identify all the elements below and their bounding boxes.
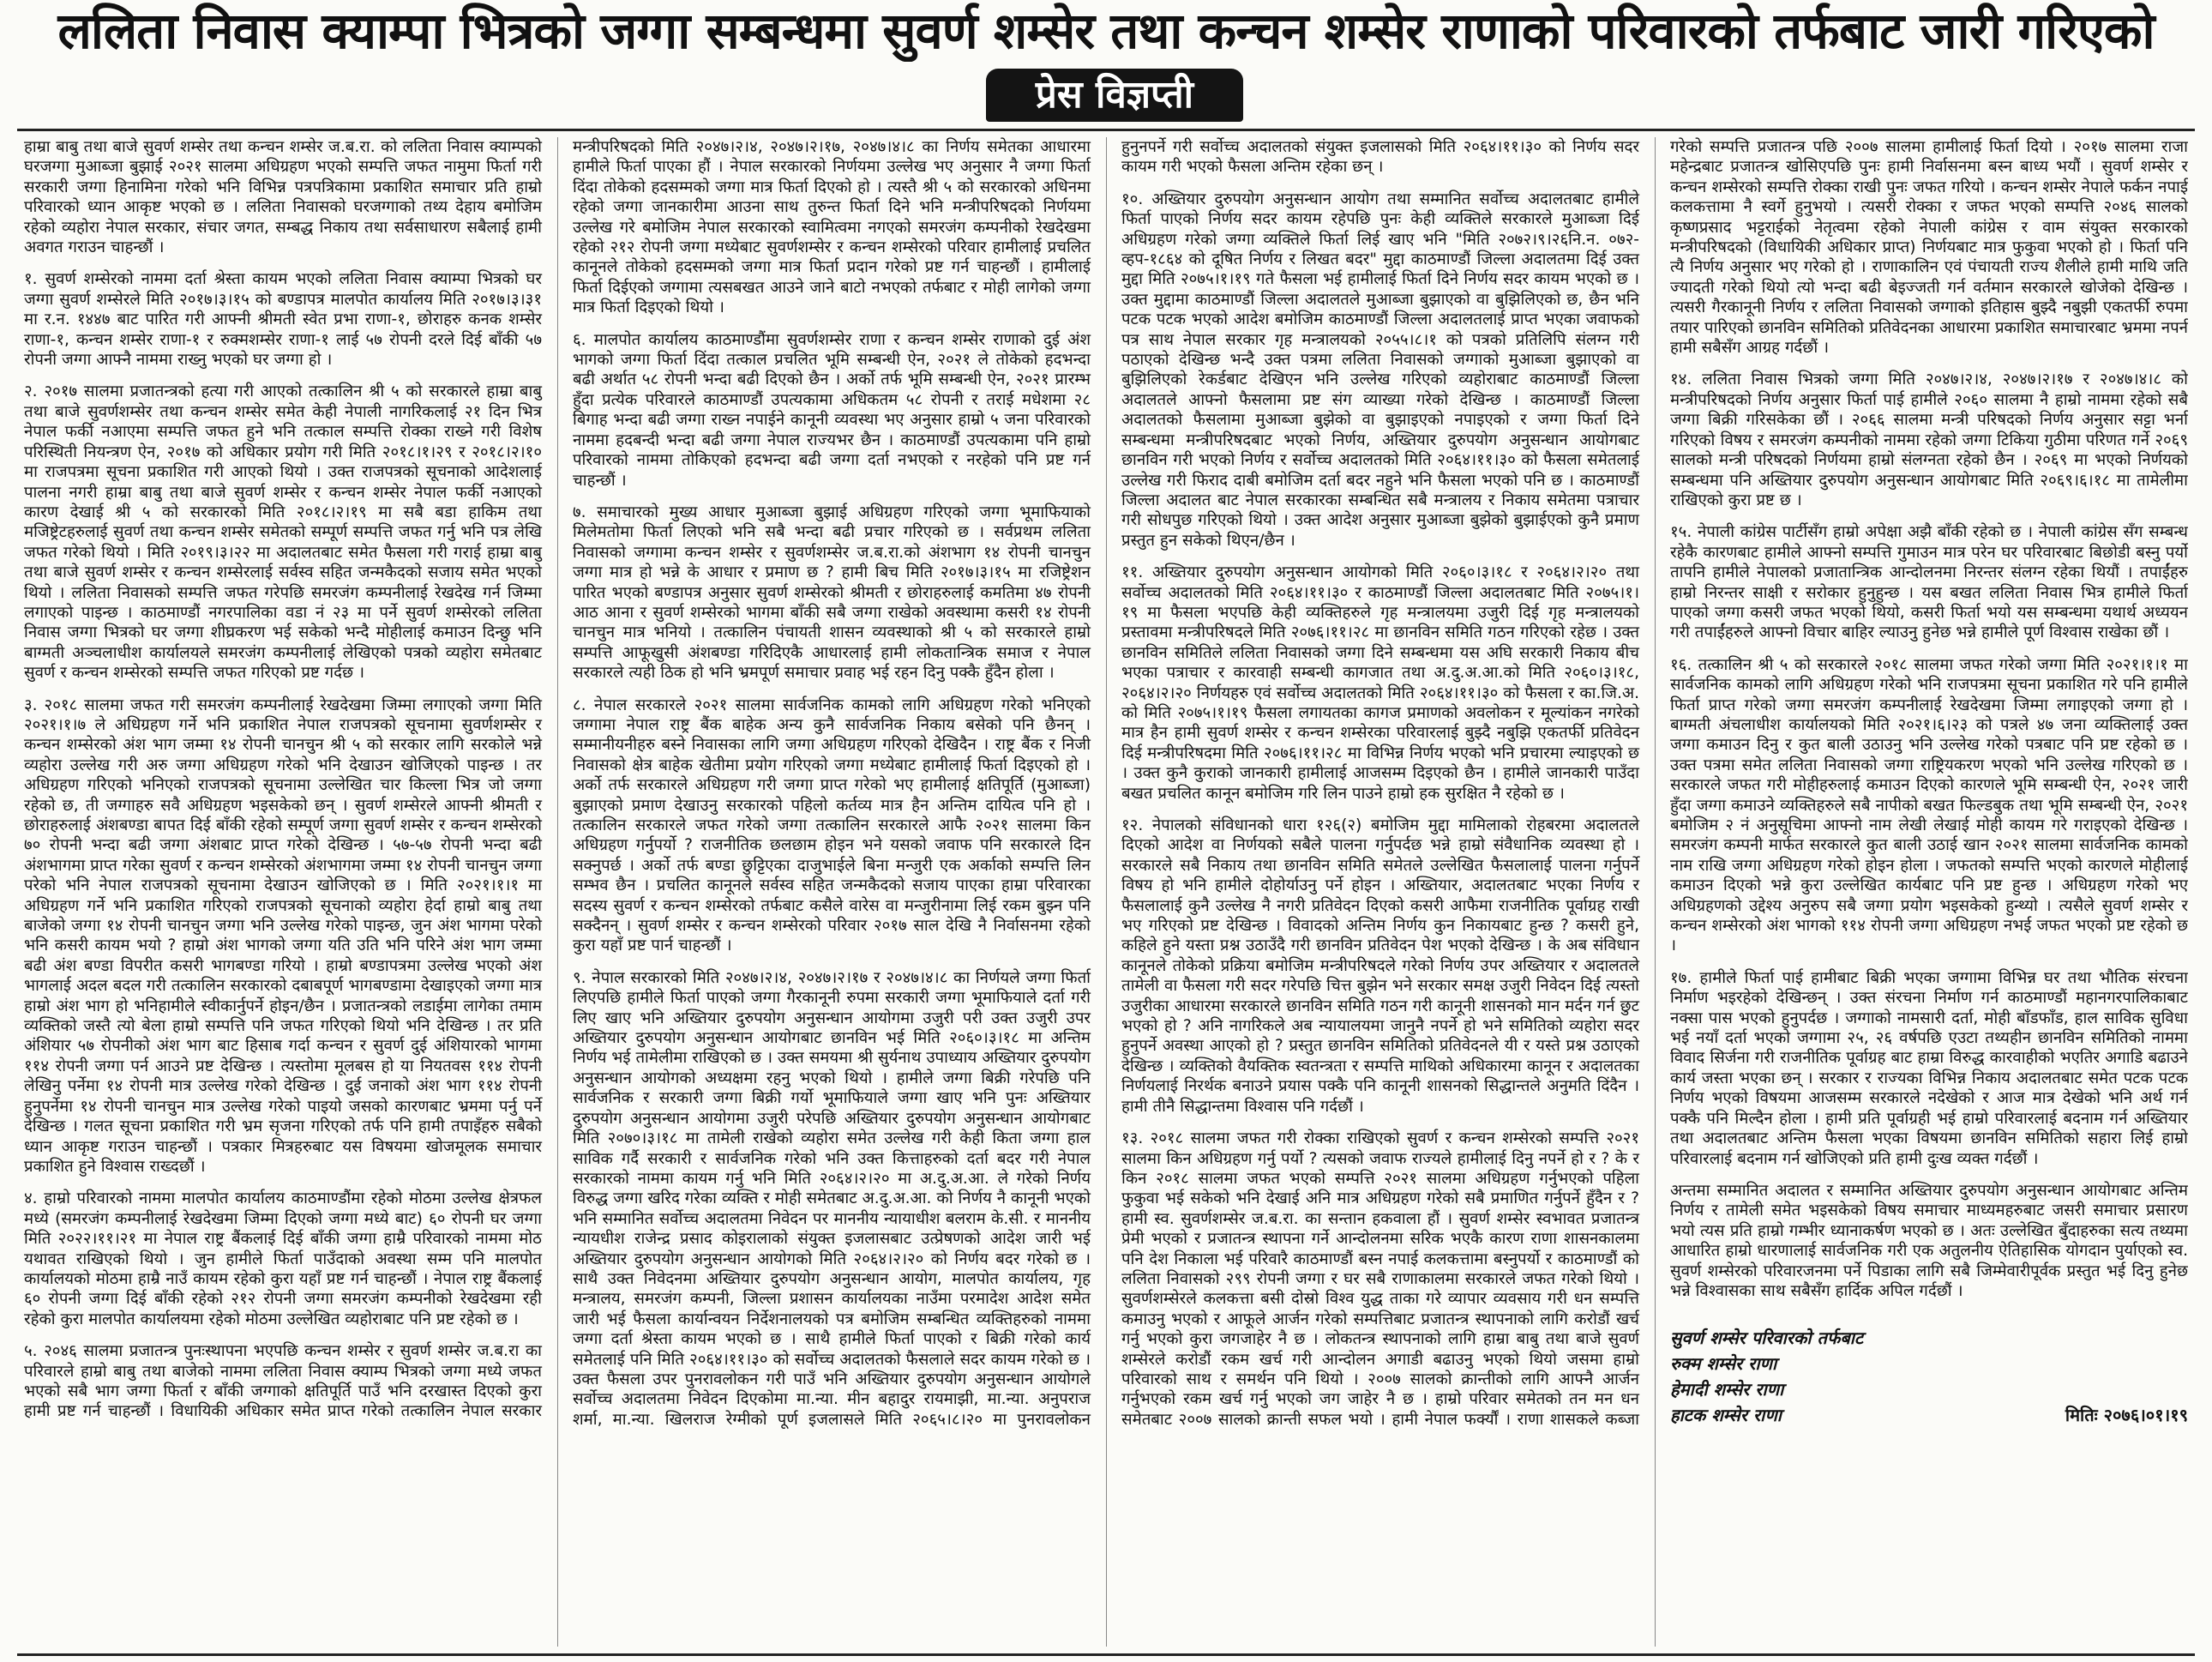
intro-paragraph: हाम्रा बाबु तथा बाजे सुवर्ण शम्सेर तथा कन्चन शम्सेर ज.ब.रा. को ललिता निवास क्याम्पको घरजग्गा मुआब्जा बुझाई २०२१ सालमा अधिग्रहण भएको सम्पत्ति जफत नामुमा फिर्ता गरी सरकारी जग्गा हिनामिना गरेको भनि विभिन्न पत्रपत्रिकामा प्रकाशित समाचार प्रति हाम्रो परिवारको ध्यान आकृष्ट भएको छ । ललिता निवासको घरजग्गाको तथ्य देहाय बमोजिम रहेको व्यहोरा नेपाल सरकार, संचार जगत, सम्बद्ध निकाय तथा सर्वसाधारण सबैलाई हामी अवगत गराउन चाहन्छौं । — [24, 138, 542, 257]
release-date: मितिः २०७६।०१।१९ — [2065, 1405, 2188, 1426]
headline: ललिता निवास क्याम्पा भित्रको जग्गा सम्बन्धमा सुवर्ण शम्सेर तथा कन्चन शम्सेर राणाको परिवारको तर्फबाट जारी गरिएको — [57, 2, 2155, 60]
section-10: १०. अख्तियार दुरुपयोग अनुसन्धान आयोग तथा सम्मानित सर्वोच्च अदालतबाट हामीले फिर्ता पाएको निर्णय सदर कायम रहेपछि पुनः केही व्यक्तिले सरकारले मुआब्जा दिई अधिग्रहण गरेको जग्गा व्यक्तिले फिर्ता लिई खाए भनि "मिति २०७२।९।२६नि.न. ०७२-व्हप-१८६४ को दूषित निर्णय र लिखत बदर" मुद्दा काठमाण्डौं जिल्ला अदालतमा दिई उक्त मुद्दा मिति २०७५।१।१९ गते फैसला भई हामीलाई फिर्ता दिने निर्णय सदर कायम भएको छ । उक्त मुद्दामा काठमाण्डौं जिल्ला अदालतले मुआब्जा बुझाएको वा बुझिलिएको छ, छैन भनि पटक पटक भएको आदेश बमोजिम काठमाण्डौं जिल्ला अदालतलाई प्राप्त भएका जवाफको पत्र साथ नेपाल सरकार गृह मन्त्रालयको २०५५।८।१ को पत्रको प्रतिलिपि संलग्न गरी पठाएको देखिन्छ भन्दै उक्त पत्रमा ललिता निवासको जग्गाको मुआब्जा बुझाएको वा बुझिलिएको रेकर्डबाट देखिएन भनि उल्लेख गरिएको व्यहोराबाट काठमाण्डौं जिल्ला अदालतले आफ्नो फैसलामा प्रष्ट संग व्याख्या गरेको देखिन्छ । काठमाण्डौं जिल्ला अदालतको फैसलामा मुआब्जा बुझेको वा बुझाइएको नपाइएको र जग्गा फिर्ता दिने सम्बन्धमा मन्त्रीपरिषदबाट भएको निर्णय, अख्तियार दुरुपयोग अनुसन्धान आयोगबाट छानविन गरी भएको निर्णय र सर्वोच्च अदालतको मिति २०६४।११।३० को फैसला समेतलाई उल्लेख गरी फिराद दाबी बमोजिम दर्ता बदर नहुने भनि फैसला भएको पनि छ । काठमाण्डौं जिल्ला अदालत बाट नेपाल सरकारका सम्बन्धित सबै मन्त्रालय र निकाय समेतमा पत्राचार गरी सोधपुछ गरिएको थियो । उक्त आदेश अनुसार मुआब्जा बुझेको बुझाईएको कुनै प्रमाण प्रस्तुत हुन सकेको थिएन/छैन । — [1121, 190, 1639, 550]
section-3: ३. २०१८ सालमा जफत गरी समरजंग कम्पनीलाई रेखदेखमा जिम्मा लगाएको जग्गा मिति २०२१।१।७ ले अधिग्रहण गर्ने भनि प्रकाशित नेपाल राजपत्रको सूचनामा सुवर्णशम्सेर र कन्चन शम्सेरको अंश भाग जम्मा १४ रोपनी चानचुन श्री ५ को सरकार लागि सरकोले भन्ने व्यहोरा उल्लेख गरी अरु जग्गा अधिग्रहण गरेको भनि देखाउन खोजिएको पाइन्छ । तर अधिग्रहण गरिएको भनिएको राजपत्रको सूचनामा उल्लेखित चार किल्ला भित्र जो जग्गा रहेको छ, ती जग्गाहरु सवै अधिग्रहण भइसकेको छन् । सुवर्ण शम्सेरले आफ्नी श्रीमती र छोराहरुलाई अंशबण्डा बापत दिई बाँकी रहेको सम्पूर्ण जग्गा सुवर्ण शम्सेर र कन्चन शम्सेरको ७० रोपनी भन्दा बढी जग्गा अंशबाट प्राप्त गरेको देखिन्छ । ५७-५७ रोपनी भन्दा बढी अंशभागमा प्राप्त गरेका सुवर्ण र कन्चन शम्सेरको अंशभागमा जम्मा १४ रोपनी चानचुन जग्गा परेको भनि नेपाल राजपत्रको सूचनामा देखाउन खोजिएको छ । मिति २०२१।१।१ मा अधिग्रहण गर्ने भनि प्रकाशित गरिएको राजपत्रको सूचनाको व्यहोरा हेर्दा हाम्रो बाबु तथा बाजेको जग्गा १४ रोपनी चानचुन जग्गा भनि उल्लेख गरेको पाइन्छ, जुन अंश भागमा परेको भनि कसरी कायम भयो ? हाम्रो अंश भागको जग्गा यति उति भनि परिने अंश भाग जम्मा बढी अंश बण्डा विपरीत कसरी भागबण्डा गरियो । हाम्रो बण्डापत्रमा उल्लेख भएको अंश भागलाई अदल बदल गरी तत्कालिन सरकारको दबाबपूर्ण भागबण्डामा देखाइएको जग्गा मात्र हाम्रो अंश भाग हो भनिहामीले स्वीकार्नुपर्ने होइन/छैन । प्रजातन्त्रको लडाईमा लागेका तमाम व्यक्तिको जस्तै त्यो बेला हाम्रो सम्पत्ति पनि जफत गरिएको थियो भनि देखिन्छ । तर प्रति अंशियार ५७ रोपनीको अंश भाग बाट हिसाब गर्दा कन्चन र सुवर्ण दुई अंशियारको भागमा ११४ रोपनी जग्गा पर्न आउने प्रष्ट देखिन्छ । त्यस्तोमा मूलबस हो या नियतवस ११४ रोपनी लेखिनु पर्नेमा १४ रोपनी मात्र उल्लेख गरेको देखिन्छ । दुई जनाको अंश भाग ११४ रोपनी हुनुपर्नेमा १४ रोपनी चानचुन मात्र उल्लेख गरेको पाइयो जसको कारणबाट भ्रममा पर्नु पर्ने देखिन्छ । गलत सूचना प्रकाशित गरी भ्रम सृजना गरिएको तर्फ पनि हामी तपाइँहरु सबैको ध्यान आकृष्ट गराउन चाहन्छौं । पत्रकार मित्रहरुबाट यस विषयमा खोजमूलक समाचार प्रकाशित हुने विश्वास राख्दछौं । — [24, 696, 542, 1176]
section-7: ७. समाचारको मुख्य आधार मुआब्जा बुझाई अधिग्रहण गरिएको जग्गा भूमाफियाको मिलेमतोमा फिर्ता लिएको भनि सबै भन्दा बढी प्रचार गरिएको छ । सर्वप्रथम ललिता निवासको जग्गामा कन्चन शम्सेर र सुवर्णशम्सेर ज.ब.रा.को अंशभाग १४ रोपनी चानचुन जग्गा मात्र हो भन्ने के आधार र प्रमाण छ ? हामी बिच मिति २०१७।३।१५ मा रजिष्ट्रेशन पारित भएको बण्डापत्र अनुसार सुवर्ण शम्सेरको श्रीमती र छोराहरुलाई कमतिमा ४७ रोपनी आठ आना र सुवर्ण शम्सेरको भागमा बाँकी सबै जग्गा राखेको अवस्थामा कसरी १४ रोपनी चानचुन मात्र भनियो । तत्कालिन पंचायती शासन व्यवस्थाको श्री ५ को सरकारले हाम्रो सम्पत्ति आफूखुसी अंशबण्डा गरिदिएकै आधारलाई हामी लोकतान्त्रिक समाज र नेपाल सरकारले त्यही ठिक हो भनि भ्रमपूर्ण समाचार प्रवाह भई रहन दिनु पक्कै हुँदैन होला । — [573, 503, 1091, 683]
section-15: १५. नेपाली कांग्रेस पार्टीसँग हाम्रो अपेक्षा अझै बाँकी रहेको छ । नेपाली कांग्रेस सँग सम्बन्ध रहेकै कारणबाट हामीले आफ्नो सम्पत्ति गुमाउन मात्र परेन घर परिवारबाट बिछोडी बस्नु पर्यो तापनि हामीले नेपालको प्रजातान्त्रिक आन्दोलनमा निरन्तर संलग्न रहेका थियौं । तपाईंहरु हाम्रो निरन्तर साक्षी र सरोकार हुनुहुन्छ । यस बखत ललिता निवास भित्र हामीले फिर्ता पाएको जग्गा कसरी जफत भएको थियो, कसरी फिर्ता भयो यस सम्बन्धमा यथार्थ अध्ययन गरी तपाईंहरुले आफ्नो विचार बाहिर ल्याउनु हुनेछ भन्ने हामीले पूर्ण विश्वास राखेका छौं । — [1670, 523, 2188, 642]
signature-name: हाटक शम्सेर राणा — [1670, 1405, 1782, 1426]
section-14: १४. ललिता निवास भित्रको जग्गा मिति २०४७।२।४, २०४७।२।१७ र २०४७।४।८ को मन्त्रीपरिषदको निर्णय अनुसार फिर्ता पाई हामीले २०६० सालमा नै हाम्रो नाममा रहेको सबै जग्गा बिक्री गरिसकेका छौं । २०६६ सालमा मन्त्री परिषदको निर्णय अनुसार सट्टा भर्ना गरिएको विषय र समरजंग कम्पनीको नाममा रहेको जग्गा टिकिया गुठीमा परिणत गर्ने २०६९ सालको मन्त्री परिषदको निर्णयमा हाम्रो संलग्नता रहेको छैन । २०६९ मा भएको निर्णयको सम्बन्धमा पनि अख्तियार दुरुपयोग अनुसन्धान आयोगबाट मिति २०६९।६।१८ मा तामेलीमा राखिएको कुरा प्रष्ट छ । — [1670, 370, 2188, 509]
bottom-divider — [17, 1653, 2195, 1656]
section-16: १६. तत्कालिन श्री ५ को सरकारले २०१८ सालमा जफत गरेको जग्गा मिति २०२१।१।१ मा सार्वजनिक कामको लागि अधिग्रहण गरेको भनि राजपत्रमा सूचना प्रकाशित गरे पनि हामीले फिर्ता प्राप्त गरेको जग्गा समरजंग कम्पनीलाई रेखदेखमा जिम्मा लगाइएको जग्गा हो । बाग्मती अंचलाधीश कार्यालयको मिति २०२१।६।२३ को पत्रले ४७ जना व्यक्तिलाई उक्त जग्गा कमाउन दिनु र कुत बाली उठाउनु भनि उल्लेख गरेको पत्रबाट पनि प्रष्ट रहेको छ । उक्त पत्रमा समेत ललिता निवासको जग्गा राष्ट्रियकरण भएको भनि उल्लेख गरिएको छ । सरकारले जफत गरी मोहीहरुलाई कमाउन दिएको कारणले भूमि सम्बन्धी ऐन, २०२१ जारी हुँदा जग्गा कमाउने व्यक्तिहरुले सबै नापीको बखत फिल्डबुक तथा भूमि सम्बन्धी ऐन, २०२१ बमोजिम २ नं अनुसूचिमा आफ्नो नाम लेखी लेखाई मोही कायम गरे गराइएको देखिन्छ । समरजंग कम्पनी मार्फत सरकारले कुत बाली उठाई खान २०२१ सालमा सार्वजनिक कामको नाम राखि जग्गा अधिग्रहण गरेको होइन होला । जफतको सम्पत्ति भएको कारणले मोहीलाई कमाउन दिएको भन्ने कुरा उल्लेखित कार्यबाट पनि प्रष्ट हुन्छ । अधिग्रहण गरेको भए अधिग्रहणको उद्देश्य अनुरुप सबै जग्गा प्रयोग भइसकेको हुन्थ्यो । त्यसैले सुवर्ण शम्सेर र कन्चन शम्सेरको अंश भागको ११४ रोपनी जग्गा अधिग्रहण नभई जफत भएको प्रष्ट रहेको छ । — [1670, 655, 2188, 955]
press-release-banner: प्रेस विज्ञप्ती — [986, 69, 1243, 122]
section-5: ५. २०४६ सालमा प्रजातन्त्र पुनःस्थापना भएपछि कन्चन शम्सेर र सुवर्ण शम्सेर ज.ब.रा का परिवारले हाम्रो बाबु तथा बाजेको नाममा ललिता निवास क्याम्प भित्रको जग्गा मध्ये जफत भएको सबै भाग जग्गा फिर्ता र बाँकी जग्गाको क्षतिपूर्ति पाउँ भनि दरखास्त दिएको कुरा हामी प्रष्ट गर्न चाहन्छौं । विधायिकी अधिकार समेत प्राप्त गरेको तत्कालिन नेपाल सरकार मन्त्रीपरिषदको मिति २०४७।२।४, २०४७।२।१७, २०४७।४।८ का निर्णय समेतका आधारमा हामीले फिर्ता पाएका हौं । नेपाल सरकारको निर्णयमा उल्लेख भए अनुसार नै जग्गा फिर्ता दिंदा तोकेको हदसम्मको जग्गा मात्र फिर्ता दिएको हो । त्यस्तै श्री ५ को सरकारको अधिनमा रहेको जग्गा जानकारीमा आउना साथ तुरुन्त फिर्ता दिने भनि मन्त्रीपरिषदको निर्णयमा उल्लेख गरे बमोजिम नेपाल सरकारको स्वामित्वमा नगएको समरजंग कम्पनीको रेखदेखमा रहेको २१२ रोपनी जग्गा मध्येबाट सुवर्णशम्सेर र कन्चन शम्सेरको परिवार हामीलाई प्रचलित कानूनले तोकेको हदसम्मको जग्गा मात्र फिर्ता प्रदान गरेको प्रष्ट गर्न चाहन्छौं । हामीलाई फिर्ता दिईएको जग्गामा त्यसबखत आउने जाने बाटो नभएको तर्फबाट र मोही लागेको जग्गा मात्र फिर्ता दिइएको थियो । — [24, 138, 1091, 1421]
signature-from: सुवर्ण शम्सेर परिवारको तर्फबाट — [1670, 1328, 1864, 1349]
signature-name: हेमादी शम्सेर राणा — [1670, 1379, 1784, 1400]
section-17: १७. हामीले फिर्ता पाई हामीबाट बिक्री भएका जग्गामा विभिन्न घर तथा भौतिक संरचना निर्माण भइरहेको देखिन्छन् । उक्त संरचना निर्माण गर्न काठमाण्डौं महानगरपालिकाबाट नक्सा पास भएको हुनुपर्दछ । जग्गाको नामसारी दर्ता, मोही बाँडफाँड, हाल साविक सुविधा भई नयाँ दर्ता भएको जग्गामा २५, २६ वर्षपछि एउटा तथ्यहीन छानविन समितिको नाममा विवाद सिर्जना गरी राजनीतिक पूर्वाग्रह बाट हाम्रा विरुद्ध कारवाहीको भएतिर अगाडि बढाउने कार्य जस्ता भएका छन् । सरकार र राज्यका विभिन्न निकाय अदालतबाट समेत पटक पटक निर्णय भएको विषयमा आजसम्म सरकारले नदेखेको र आज मात्र देखेको भनि अर्थ गर्न पक्कै पनि मिल्दैन होला । हामी प्रति पूर्वाग्रही भई हाम्रो परिवारलाई बदनाम गर्न अख्तियार तथा अदालतबाट अन्तिम फैसला भएका विषयमा छानविन समितिको सहारा लिई हाम्रो परिवारलाई बदनाम गर्न खोजिएको प्रति हामी दुःख व्यक्त गर्दछौं । — [1670, 968, 2188, 1168]
section-2: २. २०१७ सालमा प्रजातन्त्रको हत्या गरी आएको तत्कालिन श्री ५ को सरकारले हाम्रा बाबु तथा बाजे सुवर्णशम्सेर तथा कन्चन शम्सेर समेत केही नेपाली नागरिकलाई २१ दिन भित्र नेपाल फर्की नआएमा सम्पत्ति जफत हुने भनि तत्काल सम्पत्ति रोक्का राख्ने गरी विशेष परिस्थिती नियन्त्रण ऐन, २०१७ को अधिकार प्रयोग गरी मिति २०१८।१।२९ र २०१८।२।१० मा राजपत्रमा सूचना प्रकाशित गरी आएको थियो । उक्त राजपत्रको सूचनाको आदेशलाई पालना नगरी हाम्रा बाबु तथा बाजे सुवर्ण शम्सेर र कन्चन शम्सेर नेपाल फर्की नआएको कारण देखाई श्री ५ को सरकारको मिति २०१८।२।१९ मा सबै बडा हाकिम तथा मजिष्ट्रेटहरुलाई सुवर्ण तथा कन्चन शम्सेर समेतको सम्पूर्ण सम्पत्ति जफत गर्नु भनि पत्र लेखि जफत गरेको थियो । मिति २०१९।३।२२ मा अदालतबाट समेत फैसला गरी गराई हाम्रा बाबु तथा बाजे सुवर्ण शम्सेर र कन्चन शम्सेरलाई सर्वस्व सहित जन्मकैदको सजाय समेत भएको थियो । ललिता निवासको सम्पत्ति जफत गरेपछि समरजंग कम्पनीलाई रेखदेख गर्न जिम्मा लगाएको पाइन्छ । काठमाण्डौं नगरपालिका वडा नं २३ मा पर्ने सुवर्ण शम्सेरको ललिता निवास जग्गा भित्रको घर जग्गा शीघ्रकरण भई सकेको भन्दै मोहीलाई कमाउन दिन्छु भनि बाग्मती अञ्चलाधीश कार्यालयले समरजंग कम्पनीलाई लेखिएको पत्रको व्यहोरा समेतबाट सुवर्ण र कन्चन शम्सेरको सम्पत्ति जफत गरिएको प्रष्ट गर्दछ । — [24, 382, 542, 683]
section-1: १. सुवर्ण शम्सेरको नाममा दर्ता श्रेस्ता कायम भएको ललिता निवास क्याम्पा भित्रको घर जग्गा सुवर्ण शम्सेरले मिति २०१७।३।१५ को बण्डापत्र मालपोत कार्यालय मिति २०१७।३।३१ मा र.न. १४४७ बाट पारित गरी आफ्नी श्रीमती स्वेत प्रभा राणा-१, छोराहरु कनक शम्सेर राणा-१, कन्चन शम्सेर राणा-१ र रुक्मशम्सेर राणा-१ लाई ५७ रोपनी दरले दिई बाँकी ५७ रोपनी जग्गा आफ्नै नाममा राख्नु भएको घर जग्गा हो । — [24, 270, 542, 370]
top-divider — [17, 129, 2195, 131]
section-6: ६. मालपोत कार्यालय काठमाण्डौंमा सुवर्णशम्सेर राणा र कन्चन शम्सेर राणाको दुई अंश भागको जग्गा फिर्ता दिंदा तत्काल प्रचलित भूमि सम्बन्धी ऐन, २०२१ ले तोकेको हदभन्दा बढी अर्थात ५८ रोपनी भन्दा बढी दिएको छैन । अर्को तर्फ भूमि सम्बन्धी ऐन, २०२१ प्रारम्भ हुँदा प्रत्येक परिवारले काठमाण्डौं उपत्यकामा अधिकतम ५८ रोपनी र तराई मधेशमा २८ बिगाह भन्दा बढी जग्गा राख्न नपाईने कानूनी व्यवस्था भए अनुसार हाम्रो ५ जना परिवारको नाममा हदबन्दी भन्दा बढी जग्गा नेपाल राज्यभर छैन । काठमाण्डौं उपत्यकामा पनि हाम्रो परिवारको नाममा तोकिएको हदभन्दा बढी जग्गा दर्ता नभएको र नरहेको पनि प्रष्ट गर्न चाहन्छौं । — [573, 330, 1091, 490]
section-11: ११. अख्तियार दुरुपयोग अनुसन्धान आयोगको मिति २०६०।३।१८ र २०६४।२।२० तथा सर्वोच्च अदालतको मिति २०६४।११।३० र काठमाण्डौं जिल्ला अदालतबाट मिति २०७५।१।१९ मा फैसला भएपछि केही व्यक्तिहरुले गृह मन्त्रालयमा उजुरी दिई गृह मन्त्रालयको प्रस्तावमा मन्त्रीपरिषदले मिति २०७६।११।२८ मा छानविन समिति गठन गरिएको रहेछ । उक्त छानविन समितिले ललिता निवासको जग्गा दिने सम्बन्धमा यस अघि सरकारी निकाय बीच भएका पत्राचार र कारवाही सम्बन्धी कागजात तथा अ.दु.अ.आ.को मिति २०६०।३।१८, २०६४।२।२० निर्णयहरु एवं सर्वोच्च अदालतको मिति २०६४।११।३० को फैसला र का.जि.अ. को मिति २०७५।१।१९ फैसला लगायतका कागज प्रमाणको अवलोकन र मूल्यांकन नगरेको मात्र हैन हामी सुवर्ण शम्सेर र कन्चन शम्सेरका परिवारलाई बुझ्दै नबुझि एकतर्फी प्रतिवेदन दिई मन्त्रीपरिषदमा मिति २०७६।११।२८ मा विभिन्न निर्णय भएको भनि प्रचारमा ल्याइएको छ । उक्त कुनै कुराको जानकारी हामीलाई आजसम्म दिइएको छैन । हामीले जानकारी पाउँदा बखत प्रचलित कानून बमोजिम गरि लिन पाउने हाम्रो हक सुरक्षित नै रहेको छ । — [1121, 563, 1639, 803]
closing-paragraph: अन्तमा सम्मानित अदालत र सम्मानित अख्तियार दुरुपयोग अनुसन्धान आयोगबाट अन्तिम निर्णय र तामेली समेत भइसकेको विषय समाचार माध्यमहरुबाट जसरी समाचार प्रसारण भयो त्यस प्रति हाम्रो गम्भीर ध्यानाकर्षण भएको छ । अतः उल्लेखित बुँदाहरुका सत्य तथ्यमा आधारित हाम्रो धारणालाई सार्वजनिक गरी एक अतुलनीय ऐतिहासिक योगदान पुर्याएको स्व. सुवर्ण शम्सेरको परिवारजनमा पर्ने पिडाका लागि सबै जिम्मेवारीपूर्वक प्रस्तुत भई दिनु हुनेछ भन्ने विश्वासका साथ सबैसँग हार्दिक अपिल गर्दछौं । — [1670, 1181, 2188, 1300]
section-13: १३. २०१८ सालमा जफत गरी रोक्का राखिएको सुवर्ण र कन्चन शम्सेरको सम्पत्ति २०२१ सालमा किन अधिग्रहण गर्नु पर्यो ? त्यसको जवाफ राज्यले हामीलाई दिनु नपर्ने हो र ? के र किन २०१८ सालमा जफत भएको सम्पत्ति २०२१ सालमा अधिग्रहण गर्नुभएको पहिला फुकुवा भई सकेको भनि देखाई अनि मात्र अधिग्रहण गरेको सबै प्रमाणित गर्नुपर्ने हुँदैन र ? हामी स्व. सुवर्णशम्सेर ज.ब.रा. का सन्तान हकवाला हौं । सुवर्ण शम्सेर स्वभावत प्रजातन्त्र प्रेमी भएको र प्रजातन्त्र स्थापना गर्ने आन्दोलनमा सरिक भएकै कारण राणा शासनकालमा पनि देश निकाला भई परिवारै काठमाण्डौं बस्न नपाई कलकत्तामा बस्नुपर्यो र काठमाण्डौं को ललिता निवासको २९९ रोपनी जग्गा र घर सबै राणाकालमा सरकारले जफत गरेको थियो । सुवर्णशम्सेरले कलकत्ता बसी दोस्रो विश्व युद्ध ताका गरे व्यापार व्यवसाय गरी धन सम्पत्ति कमाउनु भएको र आफूले आर्जन गरेको सम्पत्तिबाट प्रजातन्त्र स्थापनाको लागि करोडौं खर्च गर्नु भएको कुरा जगजाहेर नै छ । लोकतन्त्र स्थापनाको लागि हाम्रा बाबु तथा बाजे सुवर्ण शम्सेरले करोडौं रकम खर्च गरी आन्दोलन अगाडी बढाउनु भएको थियो जसमा हाम्रो परिवारको साथ र समर्थन पनि थियो । २००७ सालको क्रान्तीको लागि आफ्नै आर्जन गर्नुभएको रकम खर्च गर्नु भएको जग जाहेर नै छ । हाम्रो परिवार समेतको तन मन धन समेतबाट २००७ सालको क्रान्ती सफल भयो । हामी नेपाल फर्क्यौं । राणा शासकले कब्जा गरेको सम्पत्ति प्रजातन्त्र पछि २००७ सालमा हामीलाई फिर्ता दियो । २०१७ सालमा राजा महेन्द्रबाट प्रजातन्त्र खोसिएपछि पुनः हामी निर्वासनमा बस्न बाध्य भयौं । सुवर्ण शम्सेर र कन्चन शम्सेरको सम्पत्ति रोक्का राखी पुनः जफत गरियो । कन्चन शम्सेर नेपाले फर्कन नपाई कलकत्तामा नै स्वर्गे हुनुभयो । त्यसरी रोक्का र जफत भएको सम्पत्ति २०४६ सालको कृष्णप्रसाद भट्टराईको नेतृत्वमा रहेको नेपाली कांग्रेस र वाम संयुक्त सरकारको मन्त्रीपरिषदको (विधायिकी अधिकार प्राप्त) निर्णयबाट मात्र फुकुवा भएको हो । फिर्ता पनि त्यै निर्णय अनुसार भए गरेको हो । राणाकालिन एवं पंचायती राज्य शैलीले हामी माथि जति ज्यादती गरेको थियो त्यो भन्दा बढी बेइज्जती गर्न वर्तमान सरकारले खोजेको देखिन्छ । त्यसरी गैरकानूनी निर्णय र ललिता निवासको जग्गाको इतिहास बुझ्दै नबुझी एकतर्फी रुपमा तयार पारिएको छानविन समितिको प्रतिवेदनका आधारमा प्रकाशित समाचारबाट भ्रममा नपर्न हामी सबैसँग आग्रह गर्दछौं । — [1121, 138, 2188, 1429]
signature-name: रुक्म शम्सेर राणा — [1670, 1353, 1777, 1375]
section-4: ४. हाम्रो परिवारको नाममा मालपोत कार्यालय काठमाण्डौंमा रहेको मोठमा उल्लेख क्षेत्रफल मध्ये (समरजंग कम्पनीलाई रेखदेखमा जिम्मा दिएको जग्गा मध्ये बाट) ६० रोपनी घर जग्गा मिति २०२२।११।२१ मा नेपाल राष्ट्र बैंकलाई दिई बाँकी जग्गा हाम्रै परिवारको नाममा मोठ यथावत राखिएको थियो । जुन हामीले फिर्ता पाउँदाको अवस्था सम्म पनि मालपोत कार्यालयको मोठमा हाम्रै नाउँ कायम रहेको कुरा यहाँ प्रष्ट गर्न चाहन्छौं । नेपाल राष्ट्र बैंकलाई ६० रोपनी जग्गा दिई बाँकी रहेको २१२ रोपनी जग्गा समरजंग कम्पनीको रेखदेखमा रही रहेको कुरा मालपोत कार्यालयमा रहेको मोठमा उल्लेखित व्यहोराबाट पनि प्रष्ट रहेको छ । — [24, 1189, 542, 1328]
section-12: १२. नेपालको संविधानको धारा १२६(२) बमोजिम मुद्दा मामिलाको रोहबरमा अदालतले दिएको आदेश वा निर्णयको सबैले पालना गर्नुपर्दछ भन्ने हाम्रो संवैधानिक व्यवस्था हो । सरकारले सबै निकाय तथा छानविन समिति समेतले उल्लेखित फैसलालाई पालना गर्नुपर्ने विषय हो भनि हामीले दोहोर्याउनु पर्ने होइन । अख्तियार, अदालतबाट भएका निर्णय र फैसलालाई कुनै उल्लेख नै नगरी प्रतिवेदन दिएको कसरी आफैमा राजनीतिक पूर्वाग्रह राखी भए गरिएको प्रष्ट देखिन्छ । विवादको अन्तिम निर्णय कुन निकायबाट हुन्छ ? कसरी हुने, कहिले हुने यस्ता प्रश्न उठाउँदै गरी छानविन प्रतिवेदन पेश भएको देखिन्छ । के अब संविधान कानूनले तोकेको प्रक्रिया बमोजिम मन्त्रीपरिषदले गरेको निर्णय उपर अख्तियार र अदालतले तामेली वा फैसला गरी सदर गरेपछि चित्त बुझेन भने सरकार समक्ष उजुरी निवेदन दिई त्यस्तो उजुरीका आधारमा सरकारले छानविन समिति गठन गरी कानूनी शासनको मान मर्दन गर्न छुट भएको हो ? अनि नागरिकले अब न्यायालयमा जानुनै नपर्ने हो भने समितिको व्यहोरा सदर हुनुपर्ने अवस्था आएको हो ? प्रस्तुत छानविन समितिको प्रतिवेदनले यी र यस्ते प्रश्न उठाएको देखिन्छ । व्यक्तिको वैयक्तिक स्वतन्त्रता र सम्पत्ति माथिको अधिकारमा कानून र अदालतका निर्णयलाई निरर्थक बनाउने प्रयास पक्कै पनि कानूनी शासनको सिद्धान्तले अनुमति दिंदैन । हामी तीनै सिद्धान्तमा विश्वास पनि गर्दछौं । — [1121, 816, 1639, 1116]
section-8: ८. नेपाल सरकारले २०२१ सालमा सार्वजनिक कामको लागि अधिग्रहण गरेको भनिएको जग्गामा नेपाल राष्ट्र बैंक बाहेक अन्य कुनै सार्वजनिक निकाय बसेको पनि छैनन् । सम्मानीयनीहरु बस्ने निवासका लागि जग्गा अधिग्रहण गरिएको देखिदैन । राष्ट्र बैंक र निजी निवासको क्षेत्र बाहेक खेतीमा प्रयोग गरिएको जग्गा मध्येबाट हामीलाई फिर्ता दिइएको हो । अर्को तर्फ सरकारले अधिग्रहण गरी जग्गा प्राप्त गरेको भए हामीलाई क्षतिपूर्ति (मुआब्जा) बुझाएको प्रमाण देखाउनु सरकारको पहिलो कर्तव्य मात्र हैन अन्तिम दायित्व पनि हो । तत्कालिन सरकारले जफत गरेको जग्गा तत्कालिन सरकारले आफै २०२१ सालमा किन अधिग्रहण गर्नुपर्यो ? राजनीतिक छलछाम होइन भने यसको जवाफ पनि सरकारले दिन सक्नुपर्छ । अर्को तर्फ बण्डा छुट्टिएका दाजुभाईले बिना मन्जुरी एक अर्काको सम्पत्ति लिन सम्भव छैन । प्रचलित कानूनले सर्वस्व सहित जन्मकैदको सजाय पाएका हाम्रा परिवारका सदस्य सुवर्ण र कन्चन शम्सेरको तर्फबाट कसैले वारेस वा मन्जुरीनामा लिई रकम बुझ्न पनि सक्दैनन् । सुवर्ण शम्सेर र कन्चन शम्सेरको परिवार २०१७ साल देखि नै निर्वासनमा रहेको कुरा यहाँ प्रष्ट पार्न चाहन्छौं । — [573, 696, 1091, 955]
press-release-body — [24, 137, 2188, 1647]
signature-block — [1670, 1325, 2188, 1428]
section-9: ९. नेपाल सरकारको मिति २०४७।२।४, २०४७।२।१७ र २०४७।४।८ का निर्णयले जग्गा फिर्ता लिएपछि हामीले फिर्ता पाएको जग्गा गैरकानूनी रुपमा सरकारी जग्गा भूमाफियाले दर्ता गरी लिए खाए भनि अख्तियार दुरुपयोग अनुसन्धान आयोगमा उजुरी परी उक्त उजुरी उपर अख्तियार दुरुपयोग अनुसन्धान आयोगबाट छानविन भई मिति २०६०।३।१८ मा अन्तिम निर्णय भई तामेलीमा राखिएको छ । उक्त समयमा श्री सुर्यनाथ उपाध्याय अख्तियार दुरुपयोग अनुसन्धान आयोगको अध्यक्षमा रहनु भएको थियो । हामीले जग्गा बिक्री गरेपछि पनि सार्वजनिक र सरकारी जग्गा बिक्री गर्यो भूमाफियाले जग्गा खाए भनि पुनः अख्तियार दुरुपयोग अनुसन्धान आयोगमा उजुरी परेपछि अख्तियार दुरुपयोग अनुसन्धान आयोगबाट मिति २०७०।३।१८ मा तामेली राखेको व्यहोरा समेत उल्लेख गरी केही किता जग्गा हाल साविक गर्दै सरकारी र सार्वजनिक गरेको भनि उक्त कित्ताहरुको दर्ता बदर गरी नेपाल सरकारको नाममा कायम गर्नु भनि मिति २०६४।२।२० मा अ.दु.अ.आ. ले गरेको निर्णय विरुद्ध जग्गा खरिद गरेका व्यक्ति र मोही समेतबाट अ.दु.अ.आ. को निर्णय नै कानूनी भएको भनि सम्मानित सर्वोच्च अदालतमा निवेदन पर माननीय न्यायाधीश बलराम के.सी. र माननीय न्यायधीश राजेन्द्र प्रसाद कोइरालाको संयुक्त इजलासबाट उत्प्रेषणको आदेश जारी भई अख्तियार दुरुपयोग अनुसन्धान आयोगको मिति २०६४।२।२० को निर्णय बदर गरेको छ । साथै उक्त निवेदनमा अख्तियार दुरुपयोग अनुसन्धान आयोग, मालपोत कार्यालय, गृह मन्त्रालय, समरजंग कम्पनी, जिल्ला प्रशासन कार्यालयका नाउँमा परमादेश आदेश समेत जारी भई फैसला कार्यान्वयन निर्देशनालयको पत्र बमोजिम सम्बन्धित व्यक्तिहरुको नाममा जग्गा दर्ता श्रेस्ता कायम भएको छ । साथै हामीले फिर्ता पाएको र बिक्री गरेको कार्य समेतलाई पनि मिति २०६४।११।३० को सर्वोच्च अदालतको फैसलाले सदर कायम गरेको छ । उक्त फैसला उपर पुनरावलोकन गरी पाउँ भनि अख्तियार दुरुपयोग अनुसन्धान आयोगले सर्वोच्च अदालतमा निवेदन दिएकोमा मा.न्या. मीन बहादुर रायमाझी, मा.न्या. अनुपराज शर्मा, मा.न्या. खिलराज रेग्मीको पूर्ण इजलासले मिति २०६५।८।२० मा पुनरावलोकन हुनुनपर्ने गरी सर्वोच्च अदालतको संयुक्त इजलासको मिति २०६४।११।३० को निर्णय सदर कायम गरी भएको फैसला अन्तिम रहेका छन् । — [573, 138, 1639, 1429]
